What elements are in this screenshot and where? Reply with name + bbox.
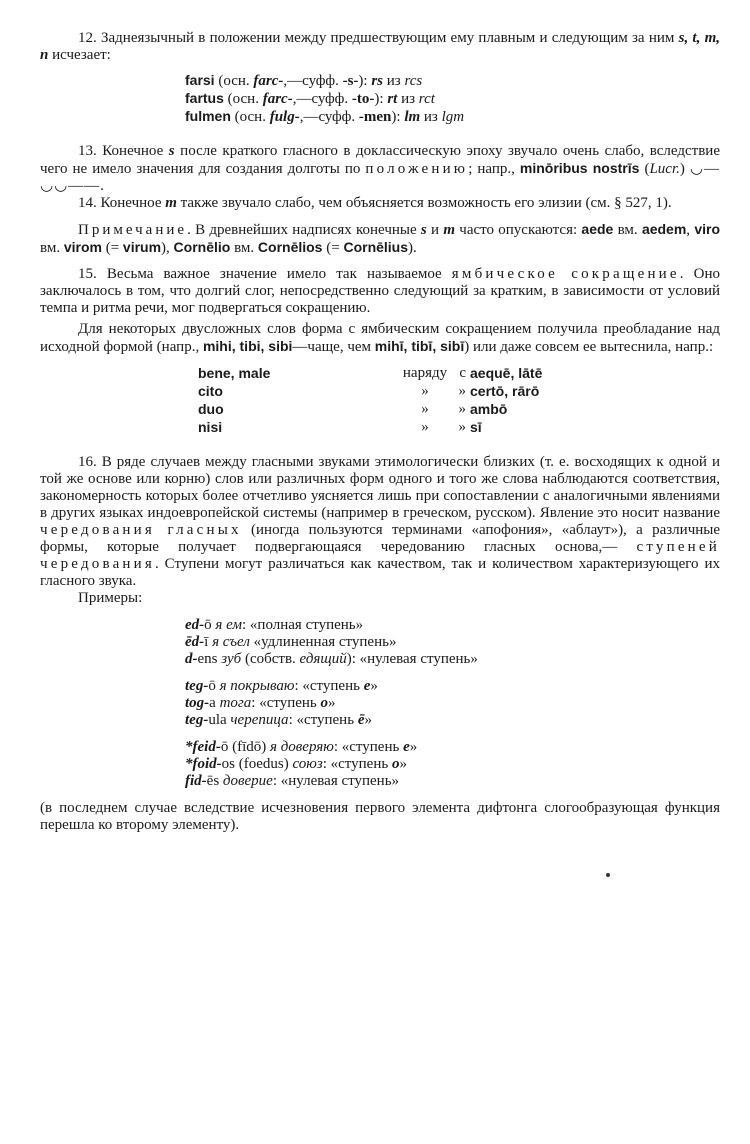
table-row: duo » » ambō	[198, 401, 508, 417]
examples-list	[185, 617, 720, 790]
example-line: fartus (осн. farc-,—суфф. -to-): rt из rct	[185, 90, 435, 107]
examples-label: Примеры:	[78, 590, 143, 606]
paragraph-12: 12. Заднеязычный в положении между предшествующим ему плавным и следующим за ним s, t, m, n исчезает:	[40, 30, 720, 63]
table-row: bene, male наряду с aequē, lātē	[198, 365, 543, 381]
note-label: Примечание	[78, 222, 188, 238]
example-line: farsi (осн. farc-,—суфф. -s-): rs из rcs	[185, 72, 423, 89]
list-item: *foid-os (foedus) союз: «ступень o»	[185, 756, 407, 772]
list-item: ēd-ī я съел «удлиненная ступень»	[185, 634, 397, 650]
word-pairs-table	[198, 365, 542, 437]
list-item: teg-ula черепица: «ступень ē»	[185, 712, 372, 728]
example-group	[185, 678, 720, 729]
list-item: *feid-ō (fīdō) я доверяю: «ступень e»	[185, 739, 418, 755]
paragraph-16: 16. В ряде случаев между гласными звуками этимологически близких (т. е. восходящих к одной и той же основе или корню) слов или различных форм одного и того же слова наблюдаются соответствия, закономерность которых более отчетливо уясняется лишь при сопоставлении с аналогичными явлениями в других языках индоевропейской системы (например в греческом, русском). Явление это носит название чередования гласных (иногда пользуются терминами «апофония», «аблаут»), а различные формы, которые получает подвергающаяся чередованию гласных основа,— ступеней чередования. Ступени могут различаться как качеством, так и количеством характеризующего их гласного звука.	[40, 454, 720, 589]
list-item: ed-ō я ем: «полная ступень»	[185, 617, 364, 633]
paragraph-15: 15. Весьма важное значение имело так называемое ямбическое сокращение. Оно заключалось в том, что долгий слог, непосредственно следующий за кратким, в зависимости от условий темпа и ритма речи, мог подвергаться сокращению.	[40, 266, 720, 316]
note: Примечание. В древнейших надписях конечные s и m часто опускаются: aede вм. aedem, viro вм. virom (= virum), Cornēlio вм. Cornēlios (= Cornēlius).	[40, 221, 721, 256]
list-item: fid-ēs доверие: «нулевая ступень»	[185, 773, 400, 789]
print-speck	[606, 873, 610, 877]
paragraph-15-continued: Для некоторых двусложных слов форма с ямбическим сокращением получила преобладание над исходной формой (напр., mihi, tibi, sibi—чаще, чем mihī, tibī, sibī) или даже совсем ее вытеснила, напр.:	[40, 321, 720, 355]
table-row: nisi » » sī	[198, 419, 482, 435]
letters: s, t, m, n	[40, 30, 720, 63]
example-group	[185, 739, 720, 790]
list-item: tog-a тога: «ступень o»	[185, 695, 336, 711]
closing-remark: (в последнем случае вследствие исчезновения первого элемента дифтонга слогообразующая функция перешла ко второму элементу).	[40, 800, 720, 833]
paragraph-14: 14. Конечное m также звучало слабо, чем объясняется возможность его элизии (см. § 527, 1).	[78, 195, 672, 211]
list-item: d-ens зуб (собств. едящий): «нулевая ступень»	[185, 651, 478, 667]
table-row: cito » » certō, rārō	[198, 383, 540, 399]
example-group	[185, 617, 720, 668]
example-block-12	[185, 72, 720, 126]
example-line: fulmen (осн. fulg-,—суфф. -men): lm из lgm	[185, 108, 465, 125]
paragraph-13: 13. Конечное s после краткого гласного в доклассическую эпоху звучало очень слабо, вследствие чего не имело значения для создания долготы по положению; напр., minōribus nostrīs (Lucr.) ◡—◡◡——.	[40, 143, 720, 194]
metre-scheme: ◡—◡◡——.	[40, 161, 720, 194]
list-item: teg-ō я покрываю: «ступень e»	[185, 678, 378, 694]
